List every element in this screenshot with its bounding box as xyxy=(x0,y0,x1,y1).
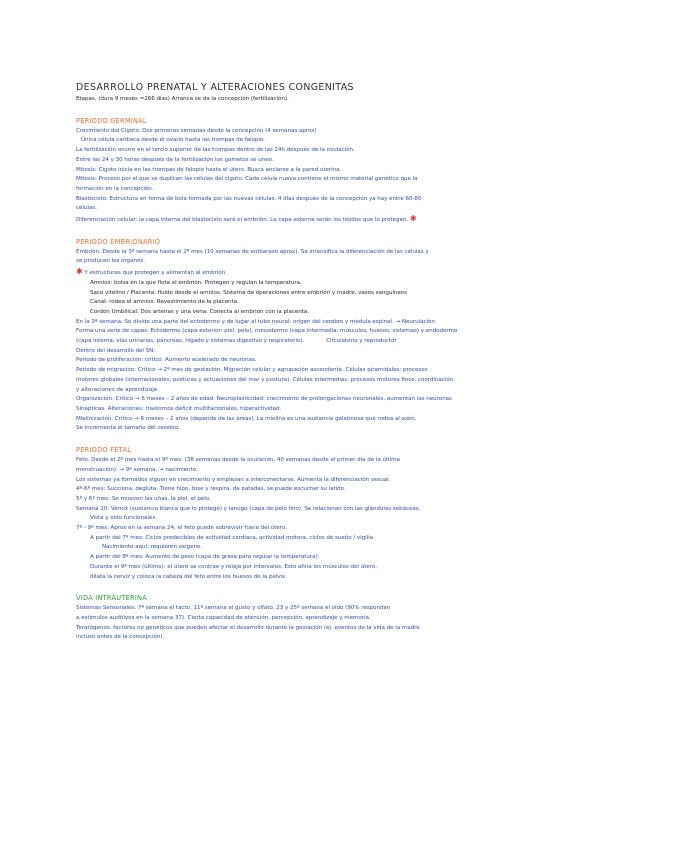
germinal-line-7: formación en la concepción. xyxy=(76,185,154,192)
section-heading-vida-intrauterina: VIDA INTRAUTERINA xyxy=(76,594,147,603)
fetal-line-10: Nacimiento aquí: requieren oxígeno. xyxy=(102,544,203,551)
embrionario-line-16: Organización: Crítico → 6 meses – 2 años de edad. Neuroplasticidad: crecimiento de prolongaciones neuronales, aumentan las neuronas xyxy=(76,396,452,403)
fetal-line-3: Los sistemas ya formados siguen en crecimiento y empiezan a interconectarse. Aumenta la diferenciación sexual. xyxy=(76,476,391,483)
embrionario-line-8: En la 3ª semana. Se divide una parte del ectodermo y de lugar al tubo neural: origen del cerebro y médula espinal. → Neurulación xyxy=(76,318,435,325)
fetal-line-2: menstruación). → 9ª semana. → nacimiento. xyxy=(76,466,198,473)
fetal-line-12: Durante el 9º mes (último): el útero se contrae y relaja por intervalos. Esto afina los músculos del útero, xyxy=(90,563,377,570)
germinal-line-1: Crecimiento del Cigoto. Dos primeras semanas desde la concepción (4 semanas aprox) xyxy=(76,127,317,134)
section-heading-embrionario: PERIODO EMBRIONARIO xyxy=(76,237,161,246)
germinal-line-4: Entre las 24 y 30 horas después de la fertilización los gametos se unen. xyxy=(76,156,274,163)
embrionario-line-17: Sinápticas. Alteraciones: trastornos déficit multifactoriales, hiperactividad. xyxy=(76,405,282,412)
germinal-line-5: Mitosis: Cigoto inicia en las trompas de falopio hasta el útero. Busca anclarse a la pared uterina. xyxy=(76,166,342,173)
embrionario-line-19: Se incrementa el tamaño del cerebro. xyxy=(76,425,180,432)
embrionario-line-12: Período de proliferación: crítico. Aumento acelerado de neuronas. xyxy=(76,357,257,364)
germinal-line-2: Única célula cardiaca desde el ovario hasta las trompas de falopio. xyxy=(81,137,265,144)
embrionario-line-18: Mielinización: Crítico → 6 meses – 2 años (depende de las áreas). La mielina es una sustancia gelatinosa que rodea al axón. xyxy=(76,415,417,422)
embrionario-line-15: y alteraciones de aprendizaje. xyxy=(76,386,159,393)
section-heading-germinal: PERIODO GERMINAL xyxy=(76,116,147,125)
fetal-line-4: 4º-6º mes: Succiona, degluta. Tiene hipo, tose y respira, da patadas, se puede escuchar su latido. xyxy=(76,486,346,493)
intro-line: Etapas. (dura 9 meses ≈266 días) Arranca se da la concepción (fertilización). xyxy=(76,96,289,102)
germinal-line-9: células. xyxy=(76,205,97,212)
embrionario-line-3 xyxy=(76,267,604,279)
embrionario-line-11: Dentro del desarrollo del SN: xyxy=(76,347,156,354)
fetal-line-11: A partir del 8º mes: Aumento de peso (capa de grasa para regular la temperatura). xyxy=(90,554,320,561)
vida-line-2: a estímulos auditivos en la semana 37). Cierta capacidad de atención, percepción, aprendizaje y memoria. xyxy=(76,614,371,621)
fetal-line-8: 7º - 9º mes: Aprox en la semana 24, el feto puede sobrevivir fuera del útero. xyxy=(76,525,287,532)
fetal-line-7: Vista y oído funcionales. xyxy=(90,515,157,522)
germinal-line-10-text: Diferenciación celular: la capa interna del blastocisto será el embrión. La capa externa serán los tejidos que lo protegen. xyxy=(76,217,409,224)
star-mark: ✱ xyxy=(409,214,417,224)
embrionario-line-9: Forma una serie de capas: Ectodermo (capa exterior: piel, pelo), mesodermo (capa intermedia: músculos, huesos, sistemas) y endodermo xyxy=(76,328,458,335)
germinal-line-10 xyxy=(76,214,604,226)
embrionario-line-13: Período de migración: Crítico → 2º mes de gestación. Migración celular y agrupación ascendente. Células piramidales: procesos xyxy=(76,367,428,374)
section-heading-fetal: PERIODO FETAL xyxy=(76,446,132,455)
embrionario-line-4: Amnios: bolsa en la que flota el embrión. Protegen y regulan la temperatura. xyxy=(90,279,302,286)
embrionario-line-6: Canal: rodea el amnios. Revestimiento de la placenta. xyxy=(90,299,239,306)
germinal-line-6: Mitosis: Proceso por el que se duplican las células del cigoto. Cada célula nueva contiene el mismo material genético que la xyxy=(76,176,418,183)
embrionario-line-7: Cordón Umbilical: Dos arterias y una vena. Conecta al embrión con la placenta. xyxy=(90,308,309,315)
notes-content xyxy=(76,82,604,643)
fetal-line-13: dilata la cerviz y coloca la cabeza del feto entre los huesos de la pelvis. xyxy=(90,573,287,580)
vida-line-1: Sistemas Sensoriales: 7ª semana el tacto, 11ª semana el gusto y olfato, 23 y 25ª semana el oído (90% responden xyxy=(76,605,391,612)
embrionario-line-3-text: Y estructuras que protegen y alimentan al embrión. xyxy=(84,270,227,277)
germinal-line-3: La fertilización ocurre en el tercio superior de las trompas dentro de las 24h después de la ovulación. xyxy=(76,147,355,154)
vida-line-4: incluso antes de la concepción). xyxy=(76,634,165,641)
fetal-line-9: A partir del 7º mes: Ciclos predecibles de actividad cardíaca, actividad motora, ciclos de sueño / vigilia. xyxy=(90,534,375,541)
page-title: DESARROLLO PRENATAL Y ALTERACIONES CONGENITAS xyxy=(76,82,354,93)
embrionario-line-10 xyxy=(76,337,604,347)
embrionario-line-5: Saco vitelino / Placenta: fluido desde el amnios. Sistema de operaciones entre embrión y madre, vasos sanguíneos xyxy=(90,289,407,296)
embrionario-line-2: se producen los órganos. xyxy=(76,258,145,265)
vida-line-3: Teratógenos: factores no genéticos que pueden afectar el desarrollo durante la gestación (ej. eventos de la vida de la madre xyxy=(76,624,420,631)
fetal-line-6: Semana 20: Vérnix (sustancia blanca que lo protege) y lanugo (capa de pelo fino). Se relacionan con las glándulas sebáceas. xyxy=(76,505,421,512)
star-mark: ✱ xyxy=(76,267,83,277)
embrionario-line-10-text: (capa interna: vías urinarias, páncreas, hígado y sistemas digestivo y respiratorio). xyxy=(76,338,305,345)
fetal-line-5: 5º y 6º mes: Se mueven las uñas, la piel, el pelo. xyxy=(76,495,211,502)
circulatorio-note: Circulatorio y reproductor xyxy=(326,338,397,345)
embrionario-line-14: motores globales (internacionales, posturas y actuaciones del mar y postura). Células intermedias: procesos motores finos, coordinación xyxy=(76,376,454,383)
germinal-line-8: Blastocisto: Estructura en forma de bola formada por las nuevas células. 4 días después de la concepción ya hay entre 60-80 xyxy=(76,195,422,202)
embrionario-line-1: Embrión. Desde la 3ª semana hasta el 2º mes (10 semanas de embarazo aprox). Se intensifica la diferenciación de las células y xyxy=(76,248,429,255)
fetal-line-1: Feto. Desde el 2º mes hasta el 9º mes. (38 semanas desde la ovulación, 40 semanas desde el primer día de la última xyxy=(76,457,400,464)
